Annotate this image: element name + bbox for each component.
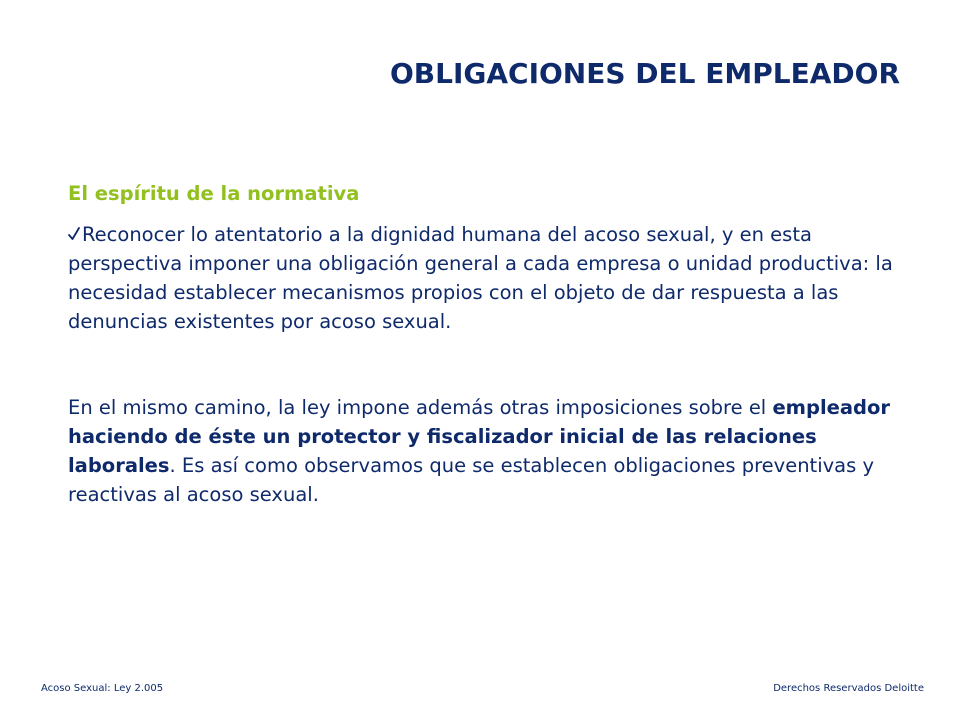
- slide-content: [68, 176, 898, 509]
- section-subheading: El espíritu de la normativa: [68, 182, 360, 205]
- bullet-paragraph: [68, 220, 898, 336]
- check-icon: [68, 226, 80, 242]
- body-text-bold: empleador haciendo de éste un protector y fiscalizador inicial de las relaciones laborales: [68, 396, 890, 477]
- body-paragraph: [68, 393, 898, 509]
- bullet-text: Reconocer lo atentatorio a la dignidad humana del acoso sexual, y en esta perspectiva imponer una obligación general a cada empresa o unidad productiva: la necesidad establecer mecanismos propios con el objeto de dar respuesta a las denuncias existentes por acoso sexual.: [68, 223, 893, 333]
- slide-title: OBLIGACIONES DEL EMPLEADOR: [389, 57, 900, 90]
- body-text-end: . Es así como observamos que se establecen obligaciones preventivas y reactivas al acoso sexual.: [68, 454, 875, 506]
- body-text-start: En el mismo camino, la ley impone además otras imposiciones sobre el: [68, 396, 773, 419]
- footer-left-text: Acoso Sexual: Ley 2.005: [41, 683, 164, 694]
- footer-right-text: Derechos Reservados Deloitte: [773, 683, 924, 694]
